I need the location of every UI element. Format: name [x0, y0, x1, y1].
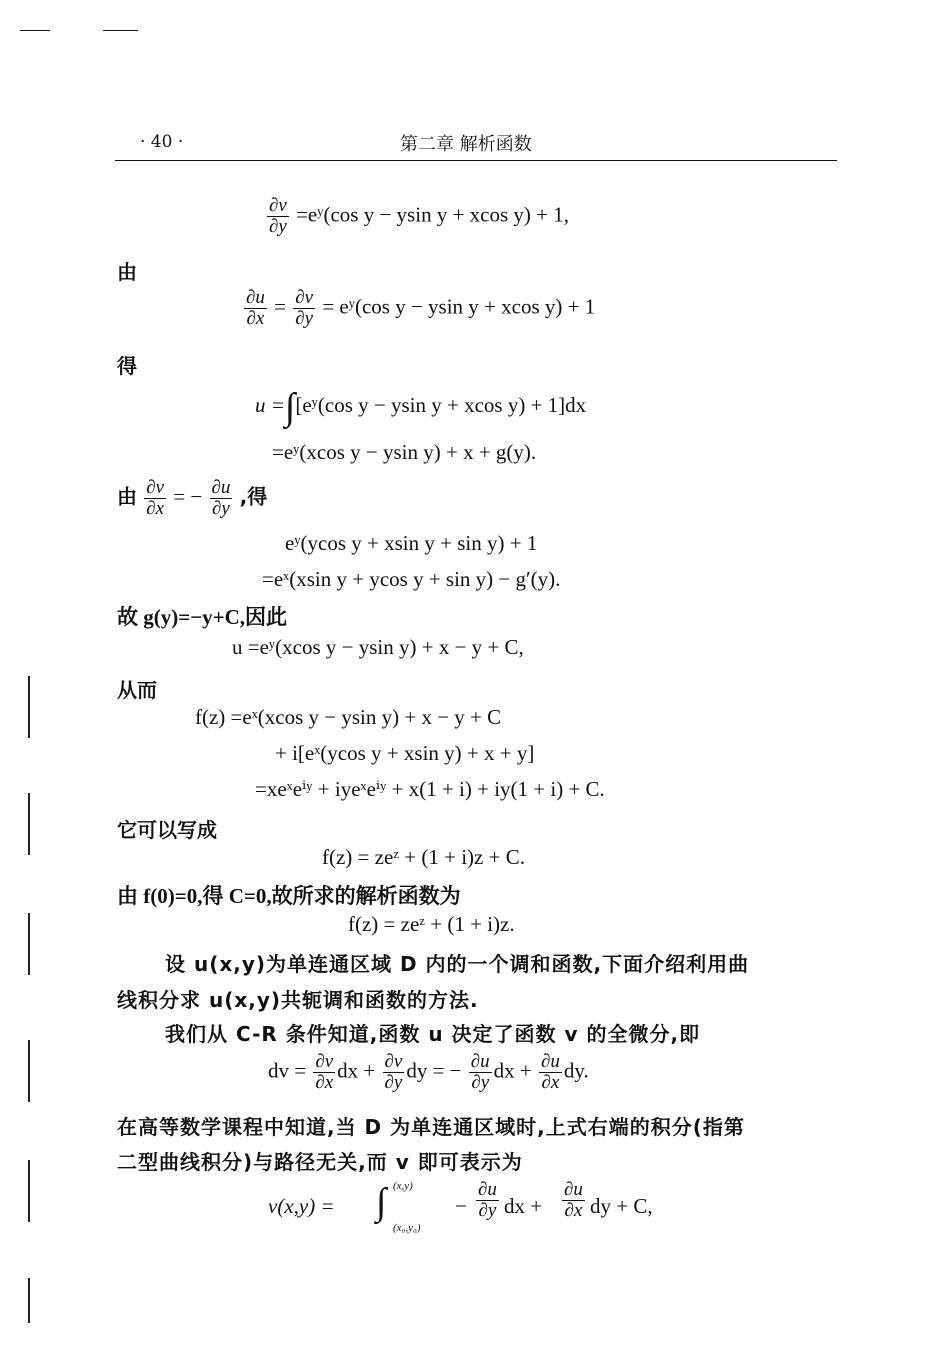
equation-dv-dy — [265, 196, 569, 237]
paragraph-3-line-2: 二型曲线积分)与路径无关,而 v 即可表示为 — [117, 1150, 523, 1174]
scan-mark-left — [20, 30, 50, 31]
equation-rhs: =eʸ(cos y − ysin y + xcos y) + 1, — [296, 202, 569, 227]
equation-rhs: = eʸ(cos y − ysin y + xcos y) + 1 — [322, 294, 596, 319]
text-gu: 故 g(y)=−y+C,因此 — [117, 605, 288, 629]
equation-fz-compact: f(z) = zeᶻ + (1 + i)z + C. — [322, 845, 525, 869]
equation-line-5: eʸ(ycos y + xsin y + sin y) + 1 — [285, 531, 538, 555]
equation-u-final: u =eʸ(xcos y − ysin y) + x − y + C, — [232, 635, 524, 659]
paragraph-1-line-2: 线积分求 u(x,y)共轭调和函数的方法. — [117, 988, 479, 1012]
equation-fz-final: f(z) = zeᶻ + (1 + i)z. — [348, 912, 515, 936]
paragraph-1-line-1: 设 u(x,y)为单连通区域 D 内的一个调和函数,下面介绍利用曲 — [165, 952, 750, 976]
paragraph-2: 我们从 C-R 条件知道,函数 u 决定了函数 v 的全微分,即 — [165, 1022, 701, 1046]
text-de: 得 — [117, 354, 137, 378]
chapter-title: 第二章 解析函数 — [400, 134, 532, 155]
equation-line-6: =eˣ(xsin y + ycos y + sin y) − g′(y). — [262, 567, 561, 591]
scan-mark-right — [103, 30, 138, 31]
equation-dv: dv = $\frac{\partial v}{\partial x}$ dx + $\frac{\partial v}{\partial y}$ dy = − $\frac{\partial u}{\partial y}$ dx + $\frac{\partial u}{\partial x}$ dy. — [268, 1051, 589, 1093]
paragraph-3-line-1: 在高等数学课程中知道,当 D 为单连通区域时,上式右端的积分(指第 — [117, 1115, 745, 1139]
margin-bar — [28, 793, 30, 855]
equation-du-dx: $\frac{\partial u}{\partial x}$ = $\frac{\partial v}{\partial y}$ = eʸ(cos y − ysin y + xcos y) + 1 — [246, 287, 596, 329]
fraction-dv-dy: $\frac{\partial v}{\partial y}$ — [269, 195, 287, 237]
equation-fz-2: + i[eˣ(ycos y + xsin y) + x + y] — [275, 741, 535, 765]
integral-lower-limit: (x₀,y₀) — [393, 1222, 421, 1234]
equation-v-integral: v(x,y) = ∫ (x,y) (x₀,y₀) − $\frac{\partial u}{\partial y}$ dx + $\frac{\partial u}{\partial x}$ dy + C, — [268, 1179, 653, 1234]
text-you: 由 — [117, 260, 137, 284]
equation-u-result: =eʸ(xcos y − ysin y) + x + g(y). — [272, 440, 537, 464]
header-rule — [115, 160, 837, 161]
condition-line: 由 $\frac{\partial v}{\partial x}$ = − $\frac{\partial u}{\partial y}$ ,得 — [117, 477, 268, 519]
equation-fz-3: =xeˣeⁱʸ + iyeˣeⁱʸ + x(1 + i) + iy(1 + i) + C. — [255, 777, 605, 801]
margin-bar — [28, 676, 30, 738]
margin-bar — [28, 913, 30, 975]
equation-fz-1: f(z) =eˣ(xcos y − ysin y) + x − y + C — [195, 705, 502, 729]
integral-sign: ∫ — [284, 386, 296, 428]
margin-bar — [28, 1040, 30, 1102]
text-condition-f0: 由 f(0)=0,得 C=0,故所求的解析函数为 — [117, 884, 461, 908]
page-number: · 40 · — [140, 132, 184, 152]
integral-sign: ∫ — [376, 1181, 387, 1223]
integral-upper-limit: (x,y) — [393, 1180, 413, 1192]
margin-bar — [28, 1160, 30, 1222]
text-congeer: 从而 — [117, 678, 157, 702]
margin-bar — [28, 1278, 30, 1323]
equation-u-integral: u =∫[eʸ(cos y − ysin y + xcos y) + 1]dx — [255, 386, 587, 428]
text-can-write: 它可以写成 — [117, 818, 217, 842]
